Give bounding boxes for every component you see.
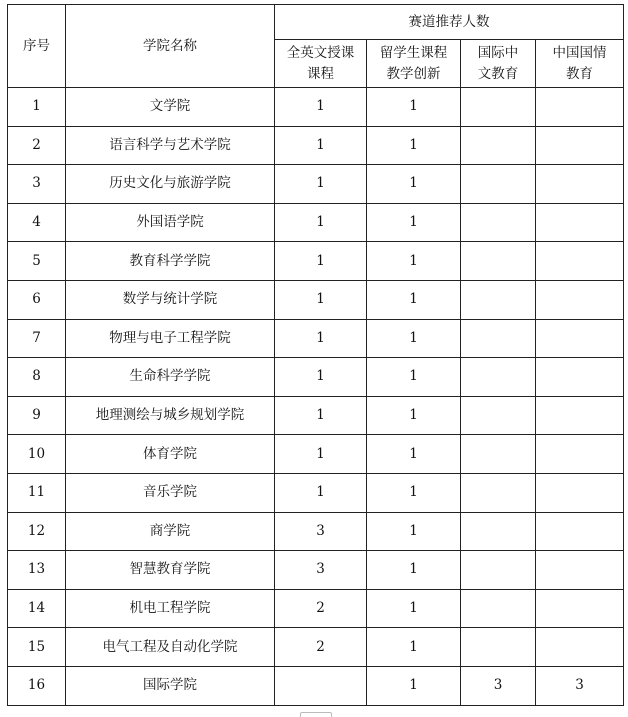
track-2-count: 1 [367,435,461,474]
track-2-count: 1 [367,551,461,590]
track-2-count: 1 [367,589,461,628]
track-1-count: 3 [275,551,367,590]
track-2-count: 1 [367,280,461,319]
track-4-count [536,203,624,242]
track-4-count: 3 [536,666,624,705]
track-1-count: 1 [275,396,367,435]
college-name: 语言科学与艺术学院 [66,126,275,165]
track-1-count: 1 [275,126,367,165]
track-4-count [536,165,624,204]
row-index: 7 [8,319,66,358]
track-4-count [536,242,624,281]
track-4-count [536,88,624,127]
track-3-count [461,319,536,358]
college-name: 生命科学学院 [66,358,275,397]
header-track-3: 国际中 文教育 [461,40,536,88]
track-3-count: 3 [461,666,536,705]
track-3-count [461,203,536,242]
row-index: 1 [8,88,66,127]
header-track-4: 中国国情 教育 [536,40,624,88]
track-4-count [536,126,624,165]
track-1-count: 1 [275,280,367,319]
college-name: 国际学院 [66,666,275,705]
track-2-count: 1 [367,319,461,358]
college-name: 商学院 [66,512,275,551]
track-2-count: 1 [367,396,461,435]
table-row [8,666,624,705]
table-row [8,126,624,165]
track-3-count [461,358,536,397]
table-row [8,242,624,281]
row-index: 6 [8,280,66,319]
header-college: 学院名称 [66,5,275,88]
track-4-count [536,435,624,474]
track-3-count [461,551,536,590]
row-index: 16 [8,666,66,705]
row-index: 5 [8,242,66,281]
row-index: 9 [8,396,66,435]
track-2-count: 1 [367,358,461,397]
college-name: 音乐学院 [66,473,275,512]
track-2-count: 1 [367,165,461,204]
track-1-count: 1 [275,242,367,281]
college-name: 体育学院 [66,435,275,474]
row-index: 13 [8,551,66,590]
track-4-count [536,628,624,667]
track-1-count: 1 [275,435,367,474]
row-index: 14 [8,589,66,628]
track-2-count: 1 [367,242,461,281]
track-3-count [461,473,536,512]
track-1-count: 3 [275,512,367,551]
track-4-count [536,473,624,512]
page-edge-mark [300,712,332,717]
college-name: 智慧教育学院 [66,551,275,590]
track-3-count [461,242,536,281]
track-4-count [536,396,624,435]
college-name: 外国语学院 [66,203,275,242]
row-index: 3 [8,165,66,204]
table-row [8,358,624,397]
track-3-count [461,435,536,474]
row-index: 2 [8,126,66,165]
college-name: 历史文化与旅游学院 [66,165,275,204]
track-3-count [461,589,536,628]
recommendation-table [7,4,624,706]
track-2-count: 1 [367,628,461,667]
college-name: 教育科学学院 [66,242,275,281]
track-4-count [536,280,624,319]
row-index: 15 [8,628,66,667]
track-1-count [275,666,367,705]
track-1-count: 1 [275,319,367,358]
track-3-count [461,165,536,204]
track-3-count [461,88,536,127]
table-row [8,473,624,512]
college-name: 数学与统计学院 [66,280,275,319]
track-3-count [461,126,536,165]
track-2-count: 1 [367,666,461,705]
college-name: 文学院 [66,88,275,127]
header-track-group: 赛道推荐人数 [275,5,624,40]
header-track-2: 留学生课程 教学创新 [367,40,461,88]
table-row [8,628,624,667]
table-body [8,88,624,706]
row-index: 10 [8,435,66,474]
table-row [8,589,624,628]
track-1-count: 1 [275,88,367,127]
track-2-count: 1 [367,473,461,512]
college-name: 物理与电子工程学院 [66,319,275,358]
track-4-count [536,358,624,397]
track-2-count: 1 [367,512,461,551]
track-1-count: 2 [275,589,367,628]
table-row [8,435,624,474]
track-2-count: 1 [367,88,461,127]
table-row [8,512,624,551]
track-4-count [536,589,624,628]
track-1-count: 1 [275,165,367,204]
table-row [8,396,624,435]
track-2-count: 1 [367,203,461,242]
track-3-count [461,280,536,319]
track-3-count [461,396,536,435]
college-name: 电气工程及自动化学院 [66,628,275,667]
track-3-count [461,512,536,551]
table-row [8,88,624,127]
table-row [8,551,624,590]
header-track-1: 全英文授课 课程 [275,40,367,88]
track-1-count: 1 [275,203,367,242]
track-3-count [461,628,536,667]
table-row [8,319,624,358]
track-4-count [536,512,624,551]
row-index: 8 [8,358,66,397]
track-4-count [536,319,624,358]
table-row [8,280,624,319]
track-1-count: 1 [275,358,367,397]
college-name: 地理测绘与城乡规划学院 [66,396,275,435]
track-1-count: 2 [275,628,367,667]
header-index: 序号 [8,5,66,88]
college-name: 机电工程学院 [66,589,275,628]
table-row [8,165,624,204]
track-2-count: 1 [367,126,461,165]
table-row [8,203,624,242]
track-1-count: 1 [275,473,367,512]
row-index: 12 [8,512,66,551]
track-4-count [536,551,624,590]
row-index: 11 [8,473,66,512]
row-index: 4 [8,203,66,242]
